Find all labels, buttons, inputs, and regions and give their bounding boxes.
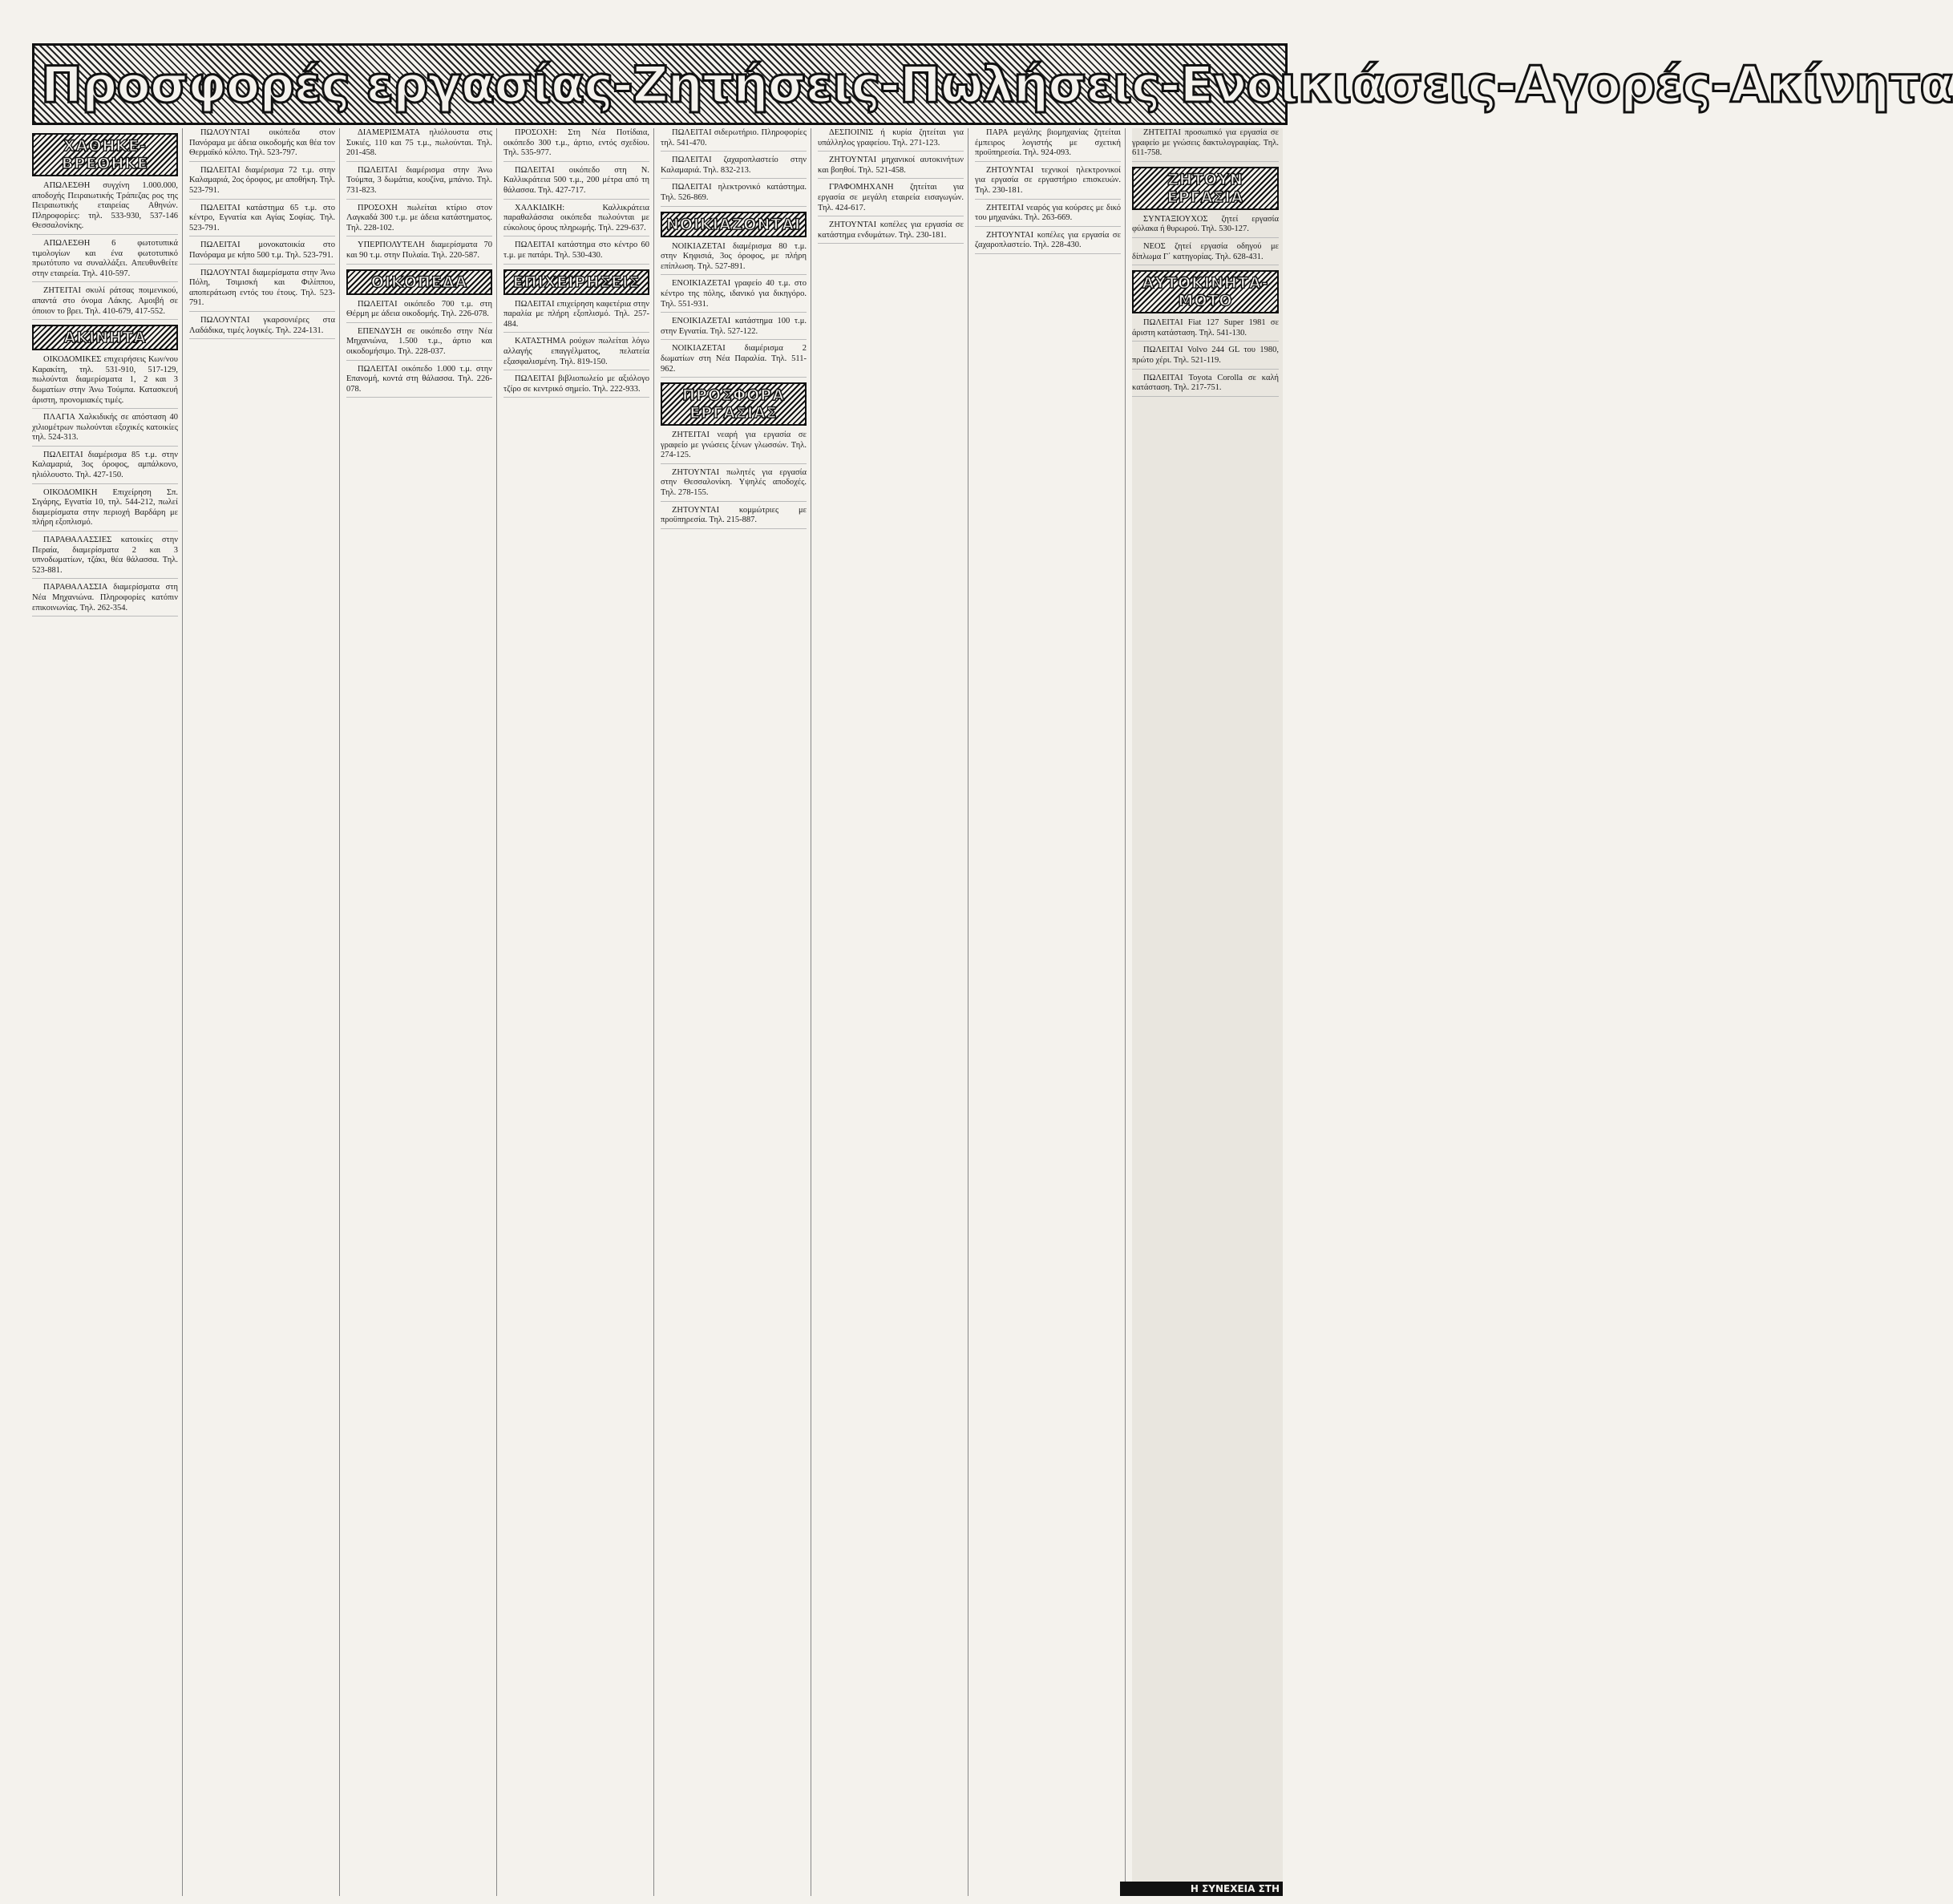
continuation-note: Η ΣΥΝΕΧΕΙΑ ΣΤΗ (1120, 1882, 1283, 1896)
list-item: ΠΛΑΓΙΑ Χαλκιδικής σε απόσταση 40 χιλιομέτρων πωλούνται εξοχικές κατοικίες τηλ. 524-313. (32, 413, 178, 447)
column-3 (346, 128, 497, 1896)
list-item: ΖΗΤΟΥΝΤΑΙ κοπέλες για εργασία σε ζαχαροπλαστείο. Τηλ. 228-430. (975, 231, 1121, 254)
list-item: ΠΩΛΕΙΤΑΙ Volvo 244 GL του 1980, πρώτο χέρι. Τηλ. 521-119. (1132, 346, 1279, 369)
heading-lost-found: ΧΑΘΗΚΕ-ΒΡΕΘΗΚΕ (32, 133, 178, 176)
list-item: ΖΗΤΟΥΝΤΑΙ πωλητές για εργασία στην Θεσσαλονίκη. Υψηλές αποδοχές. Τηλ. 278-155. (661, 468, 807, 502)
heading-businesses: ΕΠΙΧΕΙΡΗΣΕΙΣ (503, 269, 649, 295)
list-item: ΠΩΛΕΙΤΑΙ κατάστημα στο κέντρο 60 τ.μ. με πατάρι. Τηλ. 530-430. (503, 241, 649, 264)
list-item: ΠΩΛΕΙΤΑΙ ζαχαροπλαστείο στην Καλαμαριά. Τηλ. 832-213. (661, 156, 807, 179)
list-item: ΠΩΛΕΙΤΑΙ επιχείρηση καφετέρια στην παραλία με πλήρη εξοπλισμό. Τηλ. 257-484. (503, 300, 649, 334)
heading-real-estate: ΑΚΙΝΗΤΑ (32, 325, 178, 350)
list-item: ΠΩΛΟΥΝΤΑΙ οικόπεδα στον Πανόραμα με άδεια οικοδομής και θέα τον Θερμαϊκό κόλπο. Τηλ. 523-797. (189, 128, 335, 162)
list-item: ΟΙΚΟΔΟΜΙΚΕΣ επιχειρήσεις Κων/νου Καρακίτη, τηλ. 531-910, 517-129, πωλούνται διαμερίσματα 1, 2 και 3 δωματίων στην Άνω Τούμπα. Κατασκευή άριστη, προνομιακές τιμές. (32, 355, 178, 409)
list-item: ΖΗΤΕΙΤΑΙ νεαρός για κούρσες με δικό του μηχανάκι. Τηλ. 263-669. (975, 204, 1121, 227)
list-item: ΠΡΟΣΟΧΗ: Στη Νέα Ποτίδαια, οικόπεδο 300 τ.μ., άρτιο, εντός σχεδίου. Τηλ. 535-977. (503, 128, 649, 162)
list-item: ΟΙΚΟΔΟΜΙΚΗ Επιχείρηση Σπ. Σιγάρης, Εγνατία 10, τηλ. 544-212, πωλεί διαμερίσματα στην περιοχή Βαρδάρη με πλήρη εξοπλισμό. (32, 488, 178, 532)
column-8 (1132, 128, 1283, 1896)
list-item: ΥΠΕΡΠΟΛΥΤΕΛΗ διαμερίσματα 70 και 90 τ.μ. στην Πυλαία. Τηλ. 220-587. (346, 241, 492, 264)
list-item: ΖΗΤΟΥΝΤΑΙ κοπέλες για εργασία σε κατάστημα ενδυμάτων. Τηλ. 230-181. (818, 220, 964, 244)
list-item: ΠΩΛΕΙΤΑΙ Fiat 127 Super 1981 σε άριστη κατάσταση. Τηλ. 541-130. (1132, 318, 1279, 342)
banner-title: Προσφορές εργασίας-Ζητήσεις-Πωλήσεις-Ενοικιάσεις-Αγορές-Ακίνητα (41, 55, 1953, 114)
list-item: ΠΩΛΕΙΤΑΙ διαμέρισμα 72 τ.μ. στην Καλαμαριά, 2ος όροφος, με αποθήκη. Τηλ. 523-791. (189, 166, 335, 200)
list-item: ΠΩΛΕΙΤΑΙ ηλεκτρονικό κατάστημα. Τηλ. 526-869. (661, 183, 807, 206)
column-6 (818, 128, 968, 1896)
heading-plots: ΟΙΚΟΠΕΔΑ (346, 269, 492, 295)
column-4 (503, 128, 654, 1896)
list-item: ΠΩΛΕΙΤΑΙ οικόπεδο 700 τ.μ. στη Θέρμη με άδεια οικοδομής. Τηλ. 226-078. (346, 300, 492, 323)
heading-job-offers: ΠΡΟΣΦΟΡΑ ΕΡΓΑΣΙΑΣ (661, 382, 807, 426)
list-item: ΠΩΛΕΙΤΑΙ διαμέρισμα στην Άνω Τούμπα, 3 δωμάτια, κουζίνα, μπάνιο. Τηλ. 731-823. (346, 166, 492, 200)
heading-vehicles: ΑΥΤΟΚΙΝΗΤΑ-ΜΟΤΟ (1132, 270, 1279, 313)
list-item: ΣΥΝΤΑΞΙΟΥΧΟΣ ζητεί εργασία φύλακα ή θυρωρού. Τηλ. 530-127. (1132, 215, 1279, 238)
list-item: ΠΑΡΑ μεγάλης βιομηχανίας ζητείται έμπειρος λογιστής με σχετική προϋπηρεσία. Τηλ. 924-093. (975, 128, 1121, 162)
list-item: ΠΑΡΑΘΑΛΑΣΣΙΑ διαμερίσματα στη Νέα Μηχανιώνα. Πληροφορίες κατόπιν επικοινωνίας. Τηλ. 262-354. (32, 583, 178, 616)
list-item: ΠΩΛΕΙΤΑΙ οικόπεδο στη Ν. Καλλικράτεια 500 τ.μ., 200 μέτρα από τη θάλασσα. Τηλ. 427-717. (503, 166, 649, 200)
column-1 (32, 128, 183, 1896)
list-item: ΝΟΙΚΙΑΖΕΤΑΙ διαμέρισμα 80 τ.μ. στην Κηφισιά, 3ος όροφος, με πλήρη επίπλωση. Τηλ. 527-891. (661, 242, 807, 276)
list-item: ΠΑΡΑΘΑΛΑΣΣΙΕΣ κατοικίες στην Περαία, διαμερίσματα 2 και 3 υπνοδωματίων, τζάκι, θέα θάλασσα. Τηλ. 523-881. (32, 536, 178, 579)
list-item: ΓΡΑΦΟΜΗΧΑΝΗ ζητείται για εργασία σε μεγάλη εταιρεία εισαγωγών. Τηλ. 424-617. (818, 183, 964, 216)
classifieds-columns (32, 128, 1283, 1896)
list-item: ΠΩΛΟΥΝΤΑΙ γκαρσονιέρες στα Λαδάδικα, τιμές λογικές. Τηλ. 224-131. (189, 316, 335, 339)
column-5 (661, 128, 811, 1896)
list-item: ΖΗΤΕΙΤΑΙ σκυλί ράτσας ποιμενικού, απαντά στο όνομα Λάκης. Αμοιβή σε όποιον το βρει. Τηλ. 410-679, 417-552. (32, 286, 178, 320)
list-item: ΠΩΛΕΙΤΑΙ οικόπεδο 1.000 τ.μ. στην Επανομή, κοντά στη θάλασσα. Τηλ. 226-078. (346, 365, 492, 398)
list-item: ΠΩΛΕΙΤΑΙ σιδερωτήριο. Πληροφορίες τηλ. 541-470. (661, 128, 807, 152)
list-item: ΚΑΤΑΣΤΗΜΑ ρούχων πωλείται λόγω αλλαγής επαγγέλματος, πελατεία εξασφαλισμένη. Τηλ. 819-150. (503, 337, 649, 370)
list-item: ΖΗΤΟΥΝΤΑΙ τεχνικοί ηλεκτρονικοί για εργασία σε εργαστήριο επισκευών. Τηλ. 230-181. (975, 166, 1121, 200)
list-item: ΖΗΤΟΥΝΤΑΙ μηχανικοί αυτοκινήτων και βοηθοί. Τηλ. 521-458. (818, 156, 964, 179)
list-item: ΧΑΛΚΙΔΙΚΗ: Καλλικράτεια παραθαλάσσια οικόπεδα πωλούνται με εύκολους όρους πληρωμής. Τηλ. 229-637. (503, 204, 649, 237)
list-item: ΠΩΛΕΙΤΑΙ Toyota Corolla σε καλή κατάσταση. Τηλ. 217-751. (1132, 374, 1279, 397)
list-item: ΔΙΑΜΕΡΙΣΜΑΤΑ ηλιόλουστα στις Συκιές, 110 και 75 τ.μ., πωλούνται. Τηλ. 201-458. (346, 128, 492, 162)
list-item: ΕΝΟΙΚΙΑΖΕΤΑΙ γραφείο 40 τ.μ. στο κέντρο της πόλης, ιδανικό για δικηγόρο. Τηλ. 551-931. (661, 279, 807, 313)
list-item: ΑΠΩΛΕΣΘΗ 6 φωτοτυπικά τιμολογίων και ένα φωτοτυπικό πρωτότυπο να συναλλάξει. Απευθυνθείτε στην εταιρεία. Τηλ. 410-597. (32, 239, 178, 282)
list-item: ΠΩΛΕΙΤΑΙ βιβλιοπωλείο με αξιόλογο τζίρο σε κεντρικό σημείο. Τηλ. 222-933. (503, 374, 649, 398)
section-banner (32, 43, 1953, 125)
list-item: ΑΠΩΛΕΣΘΗ συγχίνη 1.000.000, αποδοχής Πειραιωτικής Τράπεζας ρος της Πειραιωτικής εταιρείας Αθηνών. Πληροφορίες: τηλ. 533-930, 537-146 Θεσσαλονίκης. (32, 181, 178, 235)
list-item: ΠΩΛΟΥΝΤΑΙ διαμερίσματα στην Άνω Πόλη, Τσιμισκή και Φιλίππου, αποπεράτωση εντός του έτους. Τηλ. 523-791. (189, 269, 335, 312)
column-7 (975, 128, 1126, 1896)
list-item: ΕΠΕΝΔΥΣΗ σε οικόπεδο στην Νέα Μηχανιώνα, 1.500 τ.μ., άρτιο και οικοδομήσιμο. Τηλ. 228-037. (346, 327, 492, 361)
list-item: ΝΕΟΣ ζητεί εργασία οδηγού με δίπλωμα Γ΄ κατηγορίας. Τηλ. 628-431. (1132, 242, 1279, 265)
list-item: ΕΝΟΙΚΙΑΖΕΤΑΙ κατάστημα 100 τ.μ. στην Εγνατία. Τηλ. 527-122. (661, 317, 807, 340)
list-item: ΠΩΛΕΙΤΑΙ διαμέρισμα 85 τ.μ. στην Καλαμαριά, 3ος όροφος, αμπάλκονο, ηλιόλουστο. Τηλ. 427-150. (32, 451, 178, 484)
list-item: ΠΩΛΕΙΤΑΙ κατάστημα 65 τ.μ. στο κέντρο, Εγνατία και Αγίας Σοφίας. Τηλ. 523-791. (189, 204, 335, 237)
heading-rentals: ΝΟΙΚΙΑΖΟΝΤΑΙ (661, 212, 807, 237)
list-item: ΖΗΤΕΙΤΑΙ προσωπικό για εργασία σε γραφείο με γνώσεις δακτυλογραφίας. Τηλ. 611-758. (1132, 128, 1279, 162)
list-item: ΔΕΣΠΟΙΝΙΣ ή κυρία ζητείται για υπάλληλος γραφείου. Τηλ. 271-123. (818, 128, 964, 152)
list-item: ΖΗΤΟΥΝΤΑΙ κομμώτριες με προϋπηρεσία. Τηλ. 215-887. (661, 506, 807, 529)
list-item: ΖΗΤΕΙΤΑΙ νεαρή για εργασία σε γραφείο με γνώσεις ξένων γλωσσών. Τηλ. 274-125. (661, 431, 807, 464)
column-2 (189, 128, 340, 1896)
list-item: ΠΩΛΕΙΤΑΙ μονοκατοικία στο Πανόραμα με κήπο 500 τ.μ. Τηλ. 523-791. (189, 241, 335, 264)
list-item: ΠΡΟΣΟΧΗ πωλείται κτίριο στον Λαγκαδά 300 τ.μ. με άδεια κατάστηματος. Τηλ. 228-102. (346, 204, 492, 237)
list-item: ΝΟΙΚΙΑΖΕΤΑΙ διαμέρισμα 2 δωματίων στη Νέα Παραλία. Τηλ. 511-962. (661, 344, 807, 378)
heading-job-requests: ΖΗΤΟΥΝ ΕΡΓΑΣΙΑ (1132, 167, 1279, 210)
